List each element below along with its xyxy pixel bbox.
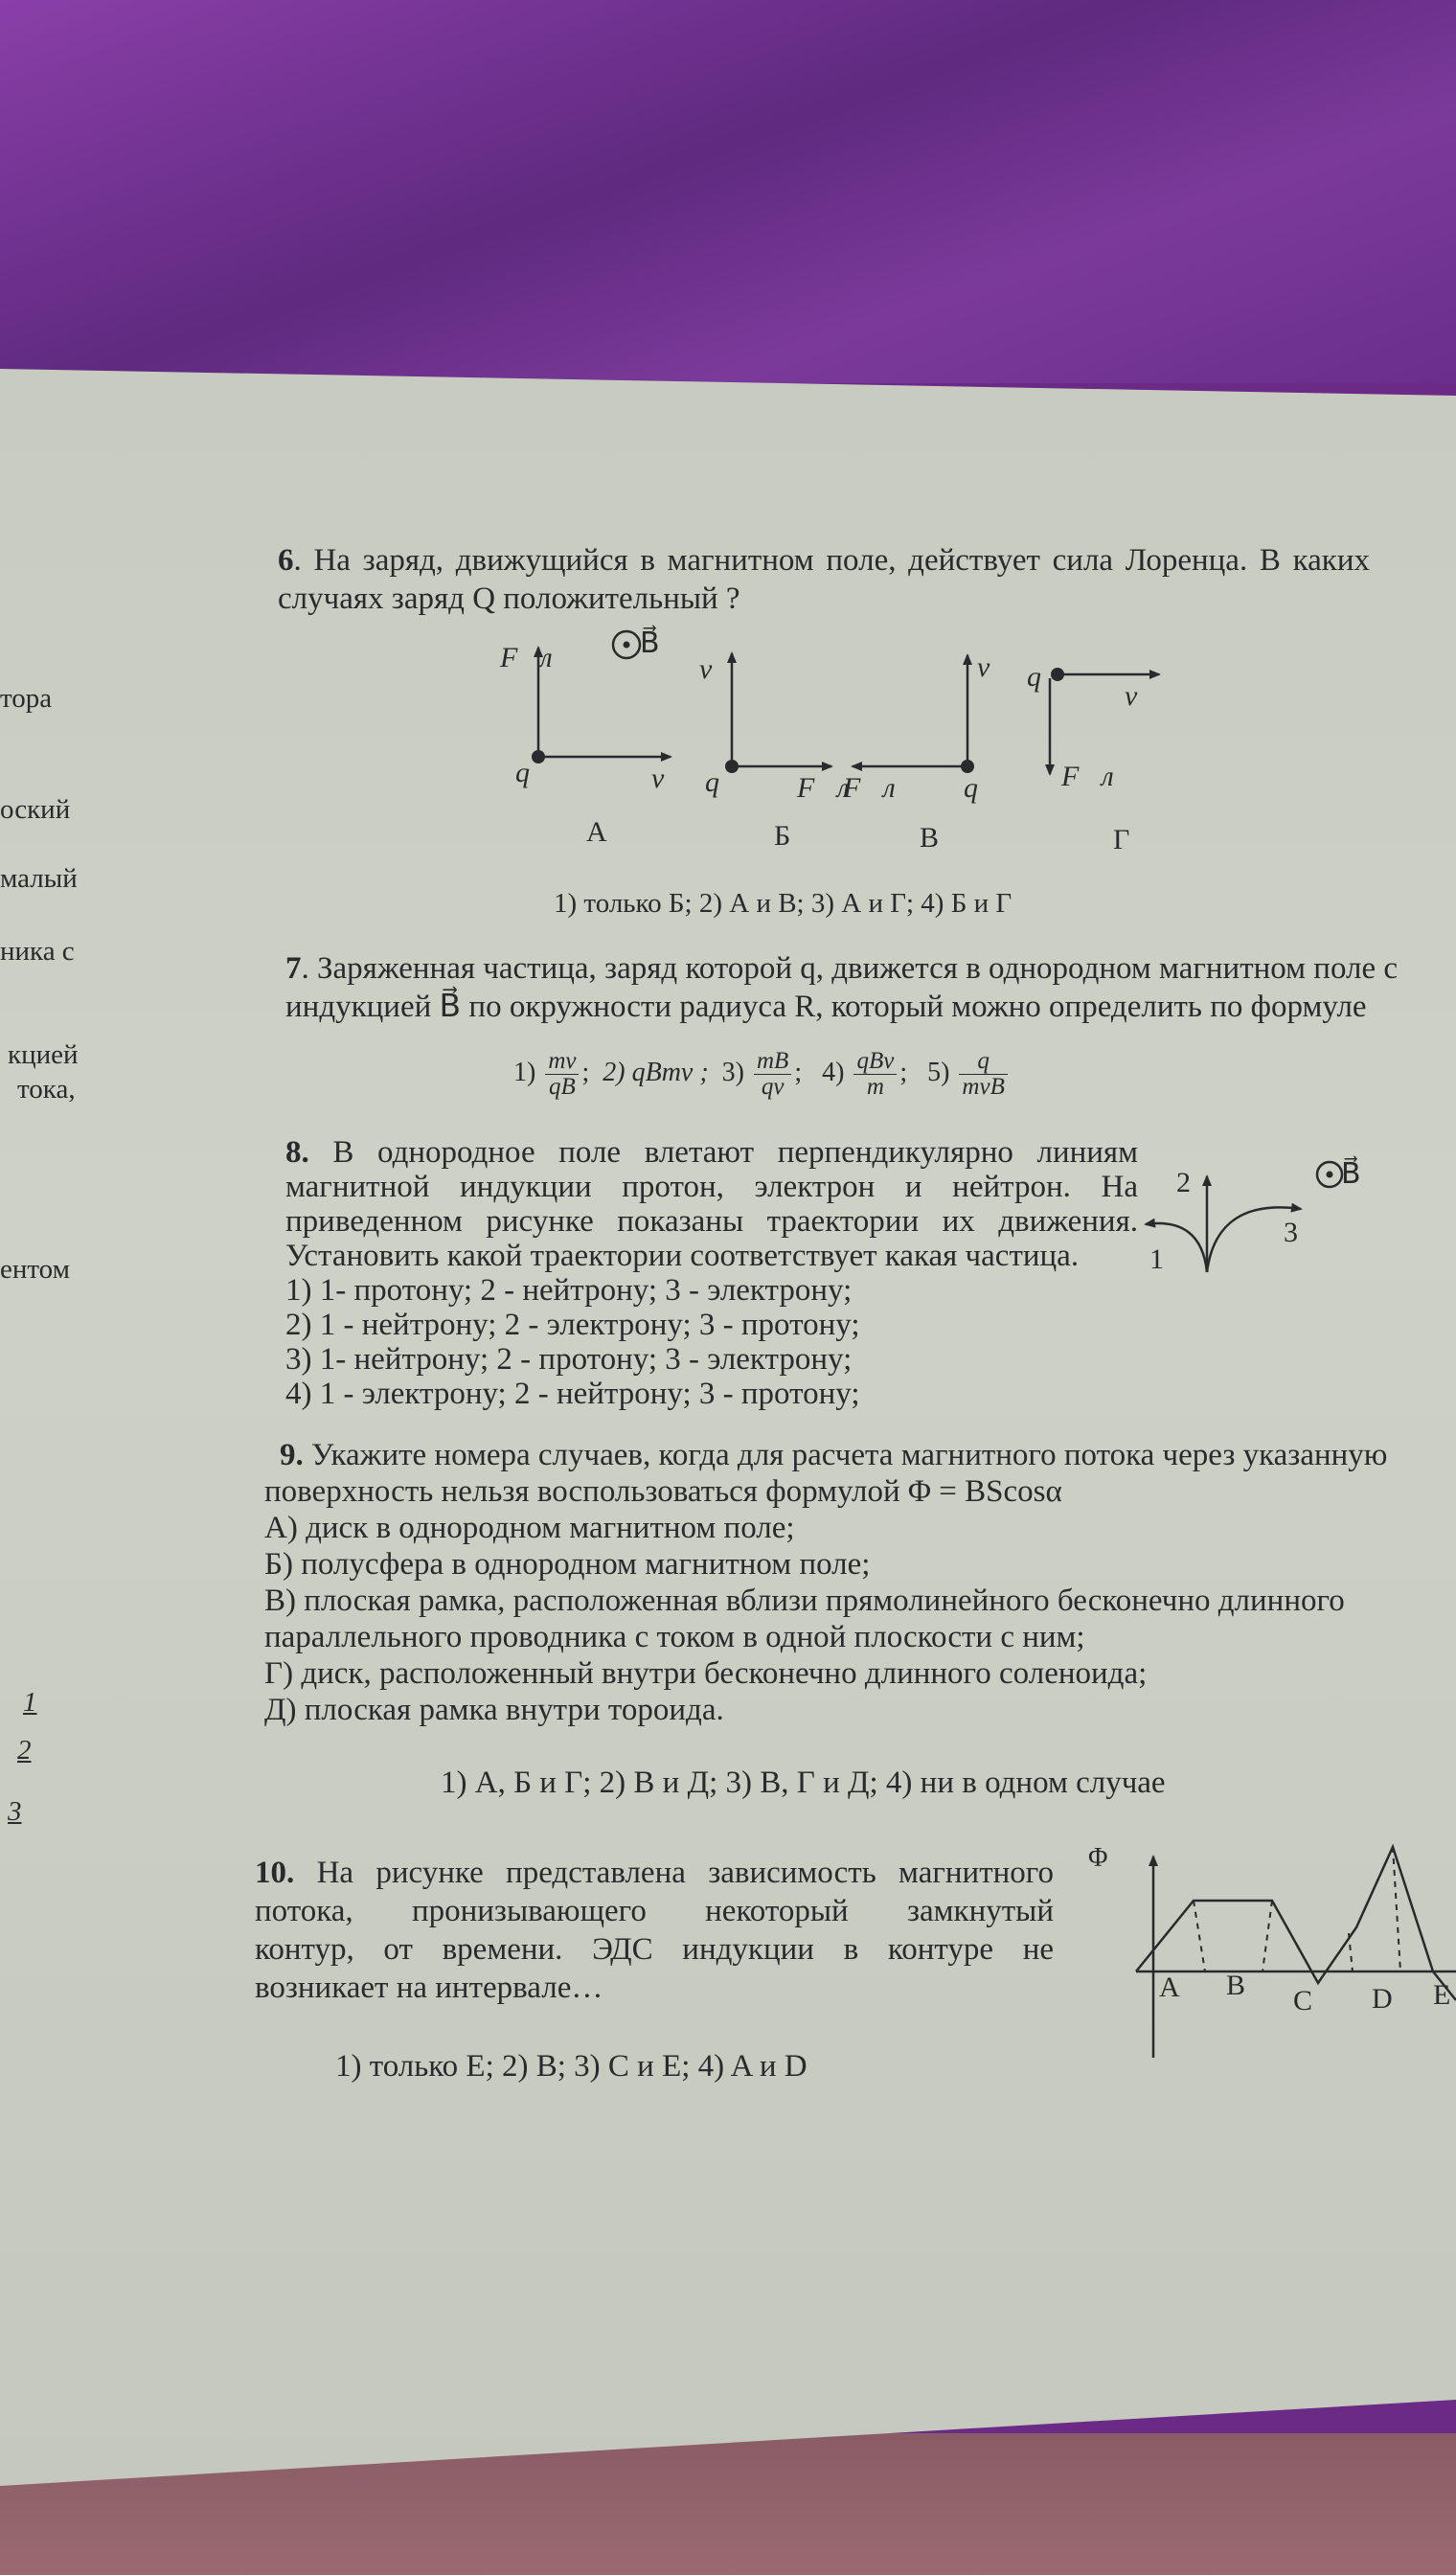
formula-fraction: $\frac{q}{\text{mvB}}$	[959, 1049, 1007, 1100]
case-label-a: А	[586, 816, 607, 848]
margin-text: 2	[17, 1735, 32, 1766]
q10-line-2: потока, пронизывающего некоторый замкнутый	[255, 1894, 1054, 1928]
q9-item-v-cont: параллельного проводника с током в одной плоскости с ним;	[264, 1620, 1085, 1654]
charge-dot	[532, 750, 545, 763]
margin-text: тора	[0, 683, 53, 714]
q7-line-2: индукцией B⃗ по окружности радиуса R, который можно определить по формуле	[285, 990, 1367, 1024]
q8-option-1: 1) 1- протону; 2 - нейтрону; 3 - электрону;	[285, 1273, 853, 1308]
flux-curve	[1136, 1847, 1456, 2000]
margin-text: 3	[8, 1796, 22, 1827]
velocity-label: v⃗	[1125, 680, 1160, 712]
q9-line-2: поверхность нельзя воспользоваться формулой Φ = BScosα	[264, 1474, 1062, 1509]
q6-answer-options: 1) только Б; 2) А и В; 3) А и Г; 4) Б и Г	[554, 888, 1012, 919]
force-label: F⃗л	[500, 642, 553, 673]
charge-label: q	[705, 766, 719, 798]
q6-line-1: 6. На заряд, движущийся в магнитном поле, действует сила Лоренца. В каких	[278, 543, 1371, 578]
velocity-label: v⃗	[977, 651, 1012, 683]
case-label-v: В	[920, 822, 940, 854]
interval-label-b: B	[1226, 1970, 1246, 2001]
formula-fraction: $\frac{mB}{qv}$	[754, 1049, 791, 1100]
q9-item-g: Г) диск, расположенный внутри бесконечно длинного соленоида;	[264, 1656, 1148, 1691]
formula-fraction: $\frac{mv}{qB}$	[545, 1049, 579, 1100]
interval-label-a: A	[1159, 1971, 1180, 2003]
force-label: F⃗л	[797, 772, 850, 804]
background-fabric-top	[0, 0, 1456, 383]
charge-dot	[961, 760, 974, 773]
q10-line-3: контур, от времени. ЭДС индукции в контуре не	[255, 1932, 1054, 1967]
q8-line-4: Установить какой траектории соответствует какая частица.	[285, 1239, 1080, 1273]
lorentz-force-cases-figure	[479, 613, 1188, 862]
force-label: F⃗л	[1061, 761, 1114, 792]
case-label-g: Г	[1113, 824, 1130, 855]
margin-text: малый	[0, 863, 78, 894]
q10-line-4: возникает на интервале…	[255, 1971, 603, 2005]
interval-label-d: D	[1372, 1983, 1393, 2015]
q8-option-3: 3) 1- нейтрону; 2 - протону; 3 - электрону;	[285, 1342, 853, 1377]
q9-answer-options: 1) А, Б и Г; 2) В и Д; 3) В, Г и Д; 4) ни в одном случае	[441, 1766, 1166, 1800]
q8-line-1: 8. В однородное поле влетают перпендикулярно линиям	[285, 1135, 1138, 1170]
q9-item-v: В) плоская рамка, расположенная вблизи прямолинейного бесконечно длинного	[264, 1584, 1345, 1618]
q7-formula-options: 1) $\frac{mv}{qB}$ ; 2) qBmv ; 3) $\frac{mB}{qv}$ ; 4) $\frac{\text{qBv}}{m}$ ; 5) $\frac{q}{\text{mvB}}$	[513, 1044, 1011, 1102]
q8-line-3: приведенном рисунке показаны траектории их движения.	[285, 1204, 1138, 1239]
q9-item-d: Д) плоская рамка внутри тороида.	[264, 1693, 724, 1727]
margin-text: кцией	[8, 1039, 79, 1070]
q9-item-a: А) диск в однородном магнитном поле;	[264, 1511, 795, 1545]
margin-text: оский	[0, 794, 71, 825]
trajectory-label-2: 2	[1176, 1167, 1191, 1198]
flux-vs-time-graph	[1102, 1837, 1456, 2067]
particle-trajectories-figure	[1140, 1159, 1360, 1284]
q6-line-2: случаях заряд Q положительный ?	[278, 581, 740, 616]
field-label: B⃗	[1341, 1158, 1361, 1190]
flux-axis-label: Φ	[1088, 1843, 1108, 1873]
q8-line-2: магнитной индукции протон, электрон и нейтрон. На	[285, 1170, 1138, 1204]
charge-dot	[725, 760, 739, 773]
interval-label-c: C	[1293, 1985, 1313, 2017]
charge-dot	[1051, 668, 1064, 681]
velocity-label: v⃗	[651, 763, 687, 794]
margin-text: 1	[23, 1687, 37, 1718]
q9-item-b: Б) полусфера в однородном магнитном поле;	[264, 1547, 871, 1582]
q8-option-2: 2) 1 - нейтрону; 2 - электрону; 3 - протону;	[285, 1308, 860, 1342]
q7-line-1: 7. Заряженная частица, заряд которой q, движется в однородном магнитном поле с	[285, 951, 1399, 986]
trajectory-label-3: 3	[1284, 1217, 1298, 1248]
charge-label: q	[1027, 661, 1041, 693]
q10-answer-options: 1) только E; 2) B; 3) C и E; 4) A и D	[335, 2049, 808, 2084]
margin-text: ентом	[0, 1254, 70, 1285]
case-label-b: Б	[774, 820, 791, 852]
field-label: B⃗	[640, 627, 660, 659]
interval-label-e: E	[1433, 1979, 1451, 2011]
charge-label: q	[964, 772, 978, 804]
q8-option-4: 4) 1 - электрону; 2 - нейтрону; 3 - протону;	[285, 1377, 860, 1411]
formula-fraction: $\frac{\text{qBv}}{m}$	[853, 1049, 897, 1100]
force-label: F⃗л	[843, 772, 896, 804]
charge-label: q	[515, 757, 530, 788]
trajectory-label-1: 1	[1149, 1243, 1164, 1275]
margin-text: ника с	[0, 936, 75, 967]
q9-line-1: 9. Укажите номера случаев, когда для расчета магнитного потока через указанную	[280, 1438, 1388, 1472]
margin-text: тока,	[17, 1074, 76, 1105]
velocity-label: v⃗	[699, 653, 735, 685]
q10-line-1: 10. На рисунке представлена зависимость магнитного	[255, 1856, 1055, 1890]
